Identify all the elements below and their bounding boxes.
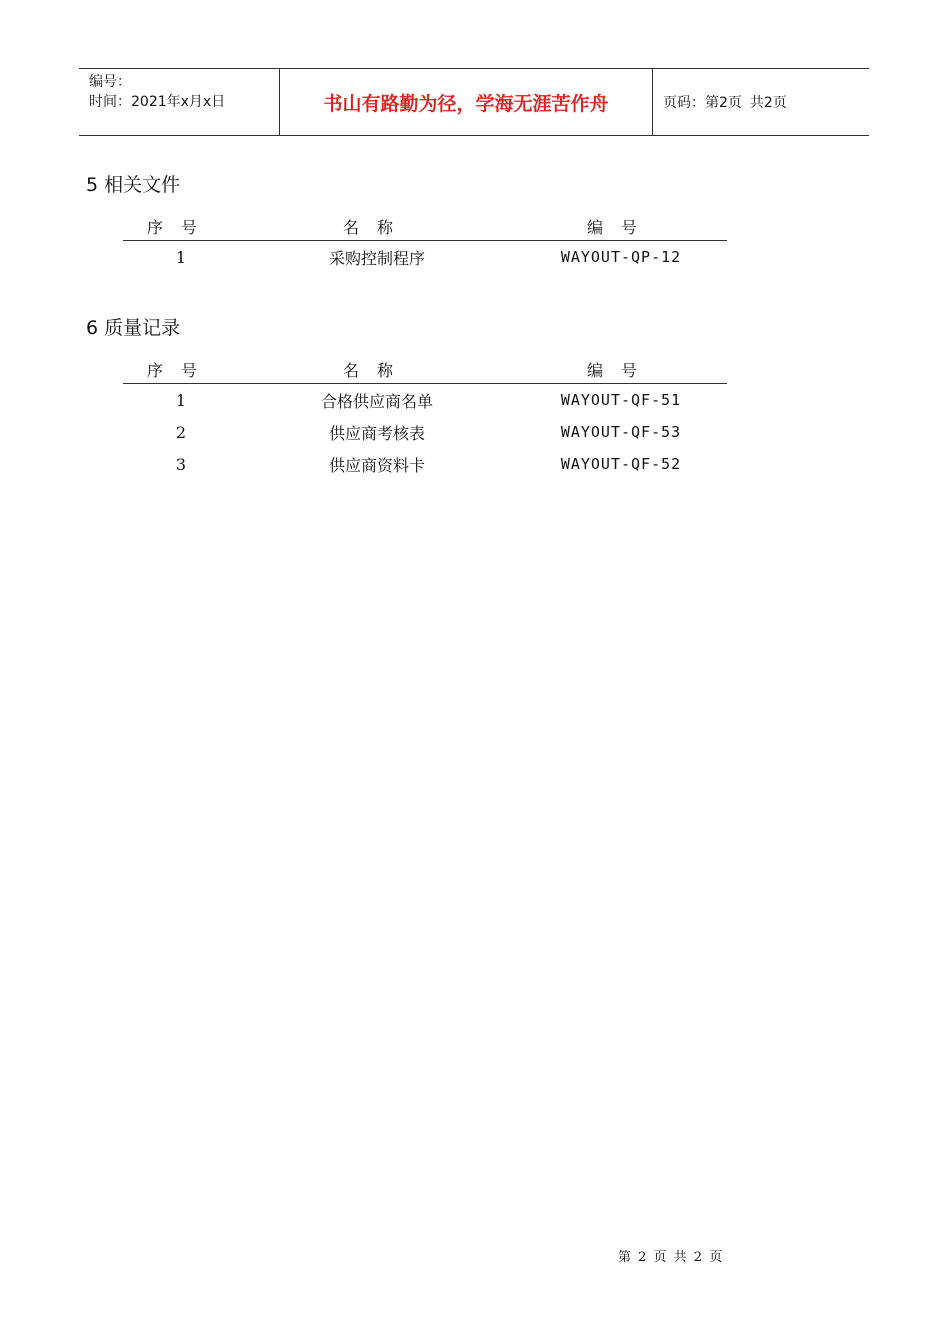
row-no: 3 (175, 454, 187, 474)
doc-number-label: 编号： (89, 74, 131, 90)
row-no: 1 (175, 390, 187, 410)
quality-records-table (123, 355, 727, 480)
column-header-no: 序号 (123, 355, 239, 384)
row-code: WAYOUT-QF-53 (560, 423, 682, 441)
header-meta (79, 69, 280, 135)
column-header-code: 编号 (515, 355, 727, 384)
table-header-row (123, 212, 727, 241)
row-no: 1 (175, 247, 187, 267)
row-code: WAYOUT-QP-12 (560, 248, 682, 266)
row-no: 2 (175, 422, 187, 442)
table-row (123, 416, 727, 448)
page-number-label: 页码：第2页 (663, 95, 742, 111)
row-code: WAYOUT-QF-52 (560, 455, 682, 473)
column-header-no: 序号 (123, 212, 239, 241)
section-title-related-documents: 5 相关文件 (86, 174, 181, 196)
row-name: 采购控制程序 (328, 248, 425, 268)
column-header-code: 编号 (515, 212, 727, 241)
page-header (79, 68, 869, 136)
date-label: 时间：2021年x月x日 (89, 94, 226, 110)
table-header-row (123, 355, 727, 384)
header-motto: 书山有路勤为径，学海无涯苦作舟 (280, 69, 653, 135)
related-documents-table (123, 212, 727, 273)
row-code: WAYOUT-QF-51 (560, 391, 682, 409)
page-total-label: 共2页 (749, 95, 787, 111)
row-name: 合格供应商名单 (320, 391, 433, 411)
column-header-name: 名称 (239, 212, 515, 241)
table-row (123, 448, 727, 480)
page-footer: 第 2 页 共 2 页 (618, 1250, 723, 1265)
section-title-quality-records: 6 质量记录 (86, 317, 181, 339)
row-name: 供应商资料卡 (328, 455, 425, 475)
column-header-name: 名称 (239, 355, 515, 384)
header-page-info (653, 69, 869, 135)
row-name: 供应商考核表 (328, 423, 425, 443)
table-row (123, 241, 727, 274)
table-row (123, 384, 727, 417)
